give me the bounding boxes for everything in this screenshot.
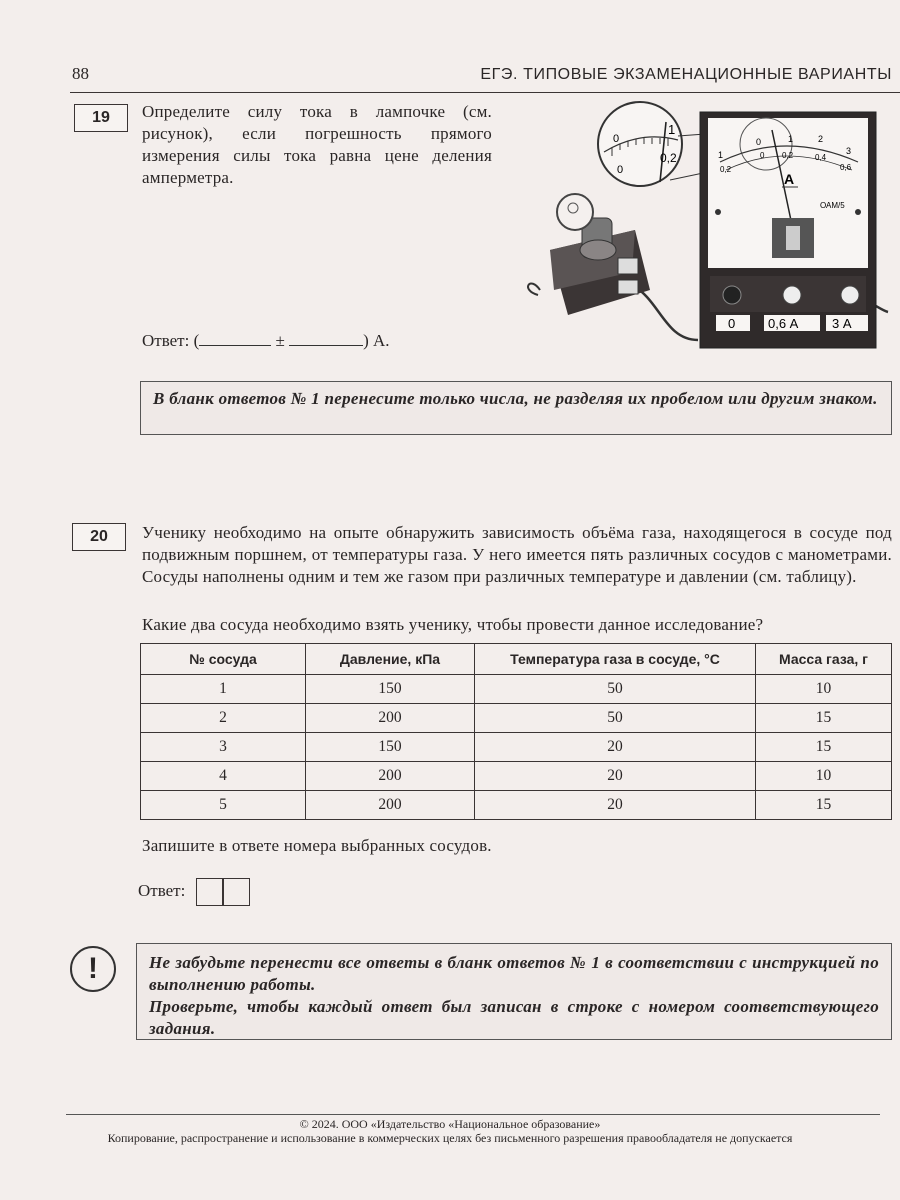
final-note-line-1: Не забудьте перенести все ответы в бланк ответов № 1 в соответствии с инструкцией по выполнению работы. xyxy=(149,953,879,994)
answer-cells xyxy=(196,878,250,906)
table-row xyxy=(141,791,892,820)
lamp-bulb xyxy=(557,194,593,230)
meter-outer-3: 3 xyxy=(846,146,852,156)
col-temperature: Температура газа в сосуде, °C xyxy=(475,644,756,675)
meter-outer-2: 2 xyxy=(818,134,824,144)
col-pressure: Давление, кПа xyxy=(306,644,475,675)
terminal-0 xyxy=(723,286,741,304)
meter-unit: А xyxy=(784,171,795,187)
ammeter-lamp-figure xyxy=(520,100,892,352)
vessels-table xyxy=(140,643,892,820)
cell-pressure: 200 xyxy=(306,762,475,791)
terminal-label-06: 0,6 А xyxy=(768,316,799,331)
meter-inner-left: 0,2 xyxy=(720,165,732,174)
final-note-box xyxy=(136,943,892,1040)
running-title: ЕГЭ. ТИПОВЫЕ ЭКЗАМЕНАЦИОННЫЕ ВАРИАНТЫ xyxy=(480,66,892,83)
cell-temperature: 20 xyxy=(475,762,756,791)
footer-divider xyxy=(66,1114,880,1115)
ammeter xyxy=(700,112,876,348)
cell-vessel: 5 xyxy=(141,791,306,820)
meter-model: ОАМ/5 xyxy=(820,201,845,210)
meter-inner-1: 0,2 xyxy=(782,151,794,160)
answer-cell-2[interactable] xyxy=(222,878,250,906)
lamp-assembly xyxy=(550,194,650,315)
cell-vessel: 3 xyxy=(141,733,306,762)
zoom-label-02: 0,2 xyxy=(660,151,677,165)
cell-pressure: 200 xyxy=(306,704,475,733)
answer-prefix: Ответ: ( xyxy=(142,331,200,350)
cell-temperature: 20 xyxy=(475,733,756,762)
page-number: 88 xyxy=(72,64,89,83)
answer-error-blank[interactable] xyxy=(289,345,363,346)
task-19-note-box xyxy=(140,381,892,435)
cell-pressure: 200 xyxy=(306,791,475,820)
cell-mass: 15 xyxy=(756,791,892,820)
task-20-number: 20 xyxy=(72,523,126,551)
table-row xyxy=(141,675,892,704)
task-19-note-text: В бланк ответов № 1 перенесите только числа, не разделяя их пробелом или другим знаком. xyxy=(153,389,878,408)
cell-mass: 15 xyxy=(756,704,892,733)
task-20-answer-label: Ответ: xyxy=(138,880,186,900)
answer-value-blank[interactable] xyxy=(199,345,271,346)
task-20-answer xyxy=(138,878,249,906)
cell-mass: 15 xyxy=(756,733,892,762)
terminal-06 xyxy=(783,286,801,304)
cell-temperature: 20 xyxy=(475,791,756,820)
header-divider xyxy=(70,92,900,93)
col-mass: Масса газа, г xyxy=(756,644,892,675)
cell-mass: 10 xyxy=(756,762,892,791)
zoomed-scale xyxy=(598,102,682,186)
answer-suffix: ) А. xyxy=(363,331,390,350)
footer-copyright: © 2024. ООО «Издательство «Национальное образование» xyxy=(299,1117,601,1131)
answer-cell-1[interactable] xyxy=(196,878,224,906)
final-note-line-2: Проверьте, чтобы каждый ответ был записан в строке с номером соответствующего задания. xyxy=(149,997,879,1038)
table-row xyxy=(141,762,892,791)
cell-temperature: 50 xyxy=(475,675,756,704)
meter-inner-3: 0,6 xyxy=(840,163,852,172)
cell-pressure: 150 xyxy=(306,733,475,762)
cell-vessel: 4 xyxy=(141,762,306,791)
task-19-number: 19 xyxy=(74,104,128,132)
cell-pressure: 150 xyxy=(306,675,475,704)
terminal-3 xyxy=(841,286,859,304)
terminal-label-0: 0 xyxy=(728,316,736,331)
zoom-label-0b: 0 xyxy=(617,164,624,176)
task-20-instruction: Запишите в ответе номера выбранных сосудов. xyxy=(142,836,492,855)
task-19-text: Определите силу тока в лампочке (см. рисунок), если погрешность прямого измерения силы тока равна цене деления амперметра. xyxy=(142,102,492,187)
zoom-label-1: 1 xyxy=(668,122,676,137)
meter-outer-1: 1 xyxy=(788,134,794,144)
answer-plus-minus: ± xyxy=(275,331,285,350)
alert-icon: ! xyxy=(70,946,116,992)
cell-mass: 10 xyxy=(756,675,892,704)
footer-notice: Копирование, распространение и использование в коммерческих целях без письменного разрешения правообладателя не допускается xyxy=(107,1131,793,1145)
task-20-question: Какие два сосуда необходимо взять ученику, чтобы провести данное исследование? xyxy=(142,615,764,634)
task-20-text: Ученику необходимо на опыте обнаружить зависимость объёма газа, находящегося в сосуде под подвижным поршнем, от температуры газа. У него имеется пять различных сосудов с манометрами. Сосуды наполнены одним и тем же газом при различных температуре и давлении (см. таблицу). xyxy=(142,523,892,586)
col-vessel-number: № сосуда xyxy=(141,644,306,675)
meter-inner-2: 0,4 xyxy=(815,153,827,162)
cell-vessel: 1 xyxy=(141,675,306,704)
table-row xyxy=(141,733,892,762)
table-row xyxy=(141,704,892,733)
zoom-label-0: 0 xyxy=(613,133,620,145)
terminal-label-3: 3 А xyxy=(832,316,852,331)
meter-outer-left: 1 xyxy=(718,150,724,160)
task-19-answer xyxy=(142,331,390,351)
cell-temperature: 50 xyxy=(475,704,756,733)
meter-inner-zero: 0 xyxy=(760,151,765,160)
meter-outer-zero: 0 xyxy=(756,137,762,147)
cell-vessel: 2 xyxy=(141,704,306,733)
table-header-row xyxy=(141,644,892,675)
